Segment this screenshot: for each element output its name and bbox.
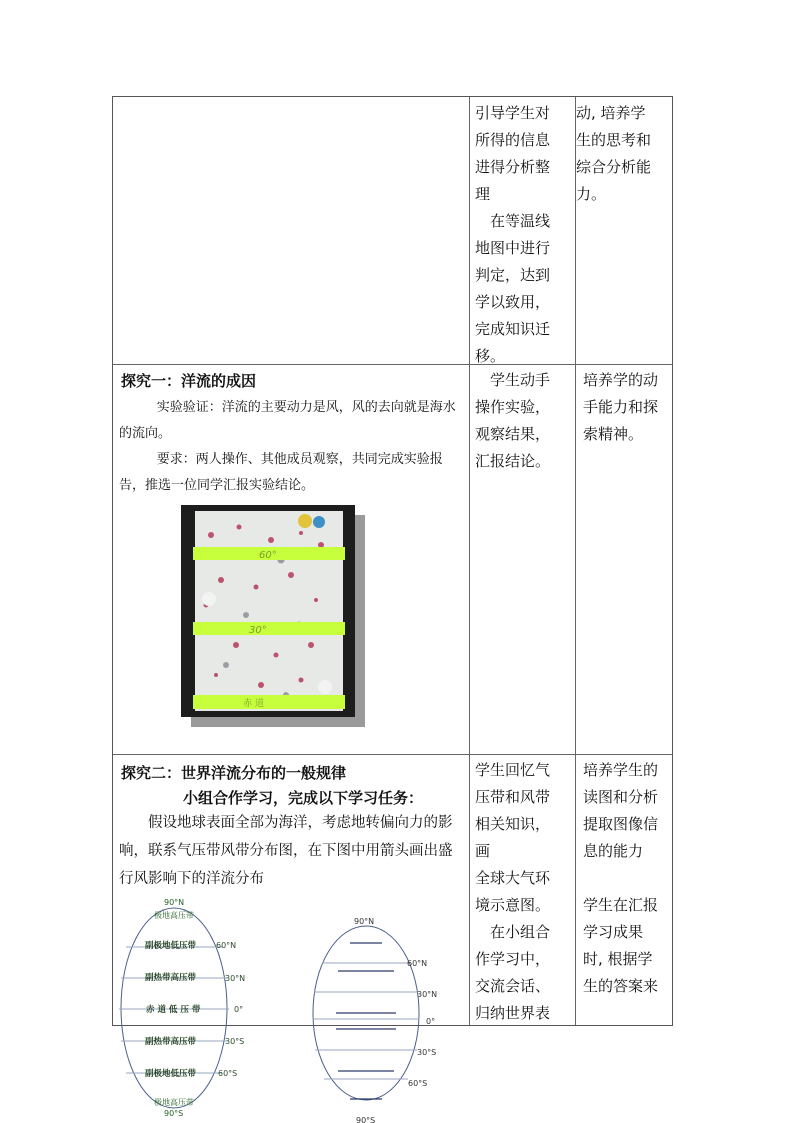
table-divider xyxy=(113,754,672,755)
table-divider xyxy=(575,97,576,1025)
right-lat-label: 30°S xyxy=(417,1048,437,1057)
section2-heading: 探究二：世界洋流分布的一般规律 xyxy=(121,764,347,782)
section2-body xyxy=(119,809,461,893)
section2-subheading: 小组合作学习，完成以下学习任务： xyxy=(183,789,424,807)
blank-globe-diagram xyxy=(300,913,450,1123)
row2-student-activity: 学生动手 操作实验， 观察结果， 汇报结论。 xyxy=(475,371,551,470)
photo-label-60: 60° xyxy=(259,550,277,561)
left-lat-label: 30°S xyxy=(225,1037,245,1046)
left-lat-label: 0° xyxy=(234,1005,244,1014)
right-90s-label: 90°S xyxy=(356,1116,376,1123)
requirement-text: 要求：两人操作、其他成员观察，共同完成实验报告，推选一位同学汇报实验结论。 xyxy=(119,452,443,493)
right-lat-label: 60°N xyxy=(407,959,428,968)
belt-label: 副热带高压带 xyxy=(145,973,197,983)
row3-design-intent: 培养学生的 读图和分析 提取图像信 息的能力 学生在汇报 学习成果 时, 根据学 生的答案来 xyxy=(583,761,659,995)
lesson-table xyxy=(112,96,673,1026)
belt-label: 赤 道 低 压 带 xyxy=(146,1005,201,1015)
row2-design-intent: 培养学的动 手能力和探 索精神。 xyxy=(583,371,659,443)
section1-heading: 探究一：洋流的成因 xyxy=(121,372,257,390)
pressure-belt-diagram xyxy=(112,896,252,1120)
belt-label: 极地高压带 xyxy=(154,1098,194,1107)
right-lat-label: 30°N xyxy=(417,990,438,999)
table-divider xyxy=(469,97,470,1025)
row3-student-activity: 学生回忆气 压带和风带 相关知识， 画 全球大气环 境示意图。 在小组合 作学习中， 交流会话、 归纳世界表 xyxy=(475,761,551,1022)
experiment-photo xyxy=(181,505,355,717)
belt-label: 副极地低压带 xyxy=(145,941,197,951)
section1-body xyxy=(119,395,461,499)
left-lat-label: 60°S xyxy=(218,1069,238,1078)
experiment-text: 实验验证：洋流的主要动力是风，风的去向就是海水的流向。 xyxy=(119,400,456,441)
belt-label: 极地高压带 xyxy=(154,911,194,920)
left-lat-label: 30°N xyxy=(225,974,246,983)
left-90n-label: 90°N xyxy=(164,898,185,907)
left-90s-label: 90°S xyxy=(164,1109,184,1118)
photo-label-30: 30° xyxy=(249,625,267,636)
belt-label: 副热带高压带 xyxy=(145,1037,197,1047)
belt-label: 副极地低压带 xyxy=(145,1069,197,1079)
right-lat-label: 60°S xyxy=(408,1079,428,1088)
right-lat-label: 0° xyxy=(426,1017,436,1026)
row1-design-intent: 动, 培养学 生的思考和 综合分析能 力。 xyxy=(576,104,652,203)
row1-student-activity: 引导学生对 所得的信息 进得分析整 理 在等温线 地图中进行 判定，达到 学以致用， 完成知识迁 移。 xyxy=(475,104,551,365)
table-divider xyxy=(113,364,672,365)
right-90n-label: 90°N xyxy=(354,917,375,926)
photo-label-equator: 赤 道 xyxy=(243,699,264,709)
task-text: 假设地球表面全部为海洋，考虑地转偏向力的影响，联系气压带风带分布图，在下图中用箭头画出盛行风影响下的洋流分布 xyxy=(119,815,453,887)
left-lat-label: 60°N xyxy=(216,941,237,950)
